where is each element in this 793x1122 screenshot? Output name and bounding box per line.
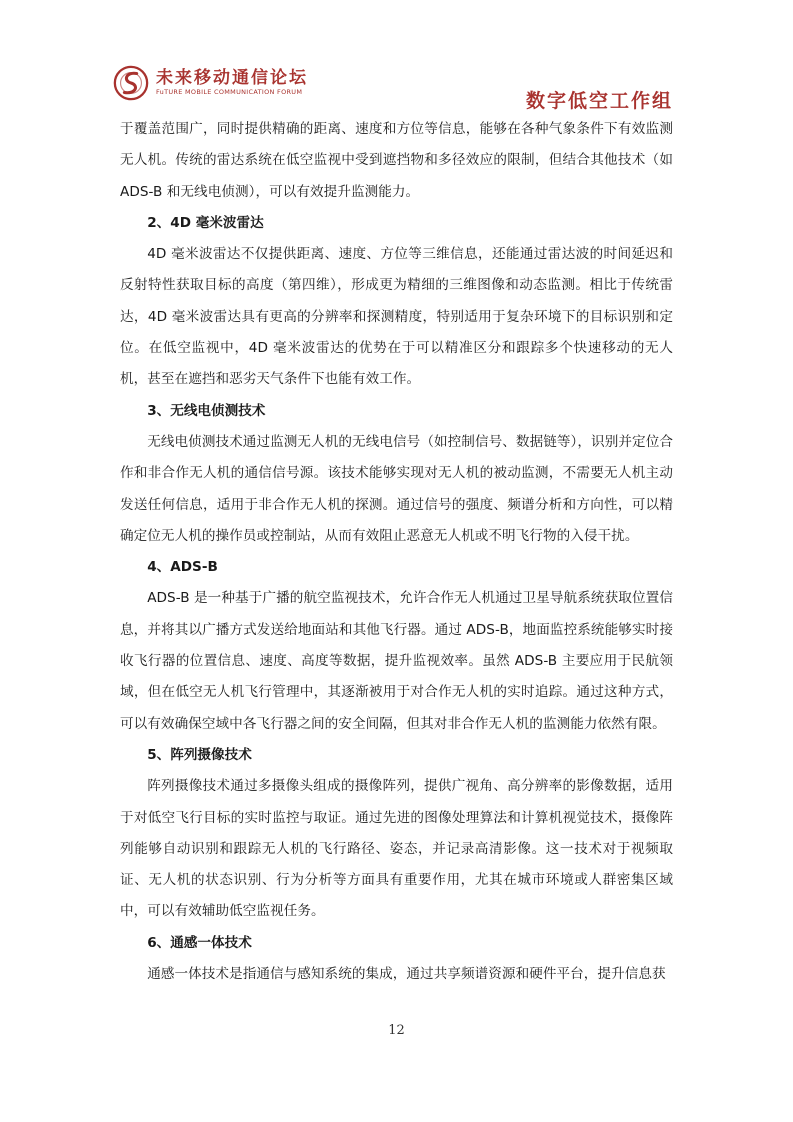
section-heading-array-camera: 5、阵列摄像技术 <box>147 746 252 763</box>
section-heading-isac: 6、通感一体技术 <box>147 934 252 951</box>
paragraph-4d-radar: 4D 毫米波雷达不仅提供距离、速度、方位等三维信息，还能通过雷达波的时间延迟和反射特性获取目标的高度（第四维），形成更为精细的三维图像和动态监测。相比于传统雷达，4D 毫米波雷达具有更高的分辨率和探测精度，特别适用于复杂环境下的目标识别和定位。在低空监视中，4D 毫米波雷达的优势在于可以精准区分和跟踪多个快速移动的无人机，甚至在遮挡和恶劣天气条件下也能有效工作。 <box>120 246 673 388</box>
section-heading-radio-detection: 3、无线电侦测技术 <box>147 402 266 419</box>
section-heading-4d-radar: 2、4D 毫米波雷达 <box>147 214 264 231</box>
logo-chinese-name: 未来移动通信论坛 <box>156 68 308 88</box>
paragraph-isac: 通感一体技术是指通信与感知系统的集成，通过共享频谱资源和硬件平台，提升信息获 <box>147 966 666 983</box>
paragraph-array-camera: 阵列摄像技术通过多摄像头组成的摄像阵列，提供广视角、高分辨率的影像数据，适用于对低空飞行目标的实时监控与取证。通过先进的图像处理算法和计算机视觉技术，摄像阵列能够自动识别和跟踪无人机的飞行路径、姿态，并记录高清影像。这一技术对于视频取证、无人机的状态识别、行为分析等方面具有重要作用，尤其在城市环境或人群密集区域中，可以有效辅助低空监视任务。 <box>120 778 673 920</box>
paragraph-ads-b: ADS-B 是一种基于广播的航空监视技术，允许合作无人机通过卫星导航系统获取位置信息，并将其以广播方式发送给地面站和其他飞行器。通过 ADS-B，地面监控系统能够实时接收飞行器的位置信息、速度、高度等数据，提升监视效率。虽然 ADS-B 主要应用于民航领域，但在低空无人机飞行管理中，其逐渐被用于对合作无人机的实时追踪。通过这种方式，可以有效确保空域中各飞行器之间的安全间隔，但其对非合作无人机的监测能力依然有限。 <box>120 590 673 732</box>
section-heading-ads-b: 4、ADS-B <box>147 559 218 576</box>
document-body <box>120 114 673 990</box>
paragraph-radar-continued: 于覆盖范围广，同时提供精确的距离、速度和方位等信息，能够在各种气象条件下有效监测无人机。传统的雷达系统在低空监视中受到遮挡物和多径效应的限制，但结合其他技术（如 ADS-B 和无线电侦测），可以有效提升监测能力。 <box>120 121 673 200</box>
forum-logo-icon <box>112 64 150 102</box>
page-number: 12 <box>388 1023 405 1038</box>
paragraph-radio-detection: 无线电侦测技术通过监测无人机的无线电信号（如控制信号、数据链等），识别并定位合作和非合作无人机的通信信号源。该技术能够实现对无人机的被动监测，不需要无人机主动发送任何信息，适用于非合作无人机的探测。通过信号的强度、频谱分析和方向性，可以精确定位无人机的操作员或控制站，从而有效阻止恶意无人机或不明飞行物的入侵干扰。 <box>120 433 673 544</box>
working-group-title: 数字低空工作组 <box>525 90 673 112</box>
logo-english-name: FuTURE MOBILE COMMUNICATION FORUM <box>156 88 303 96</box>
